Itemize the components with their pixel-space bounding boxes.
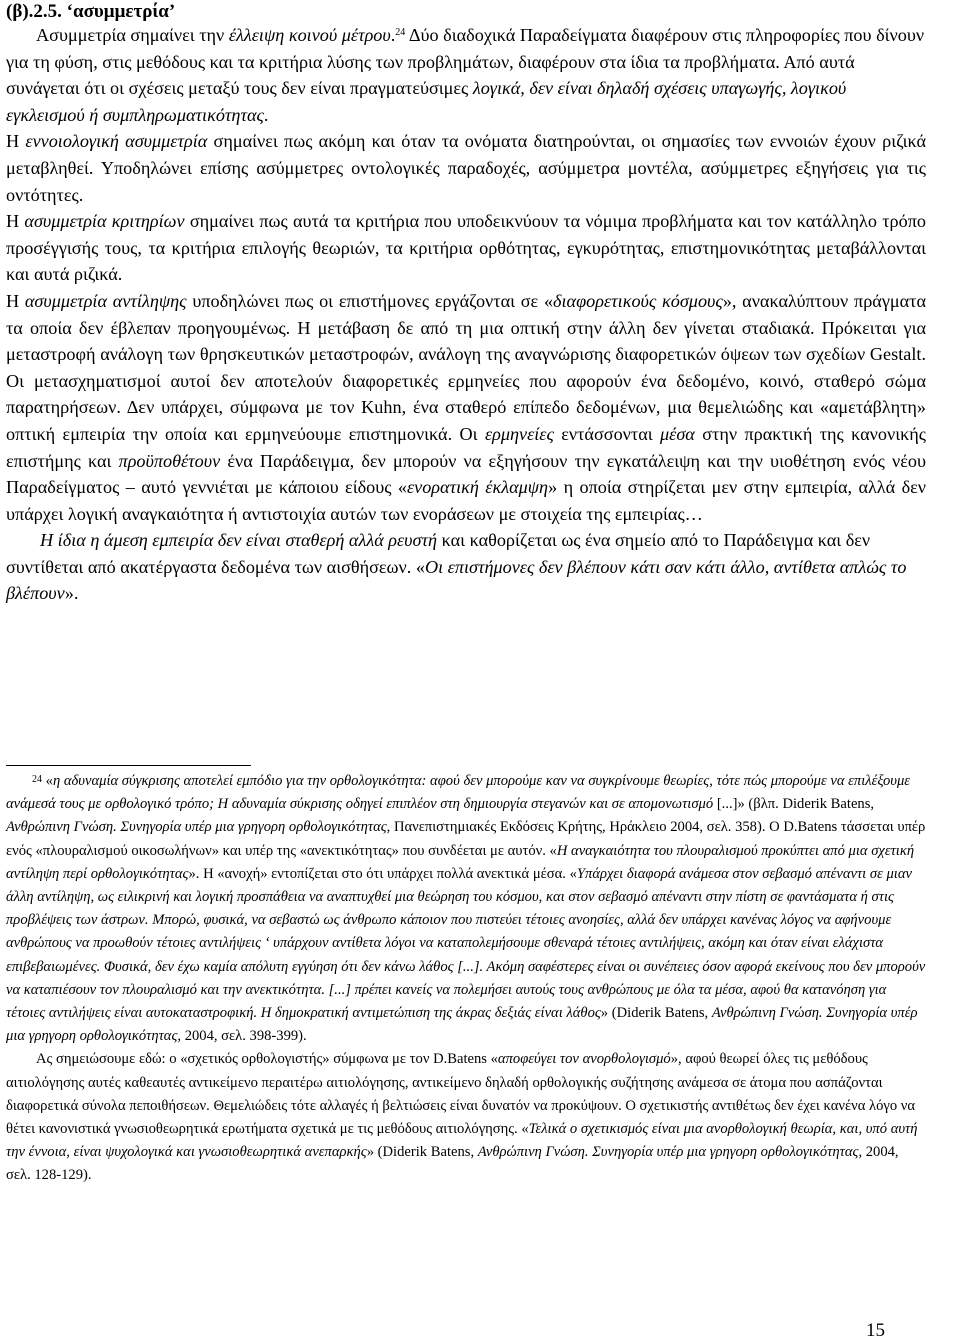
text-run: » η οποία στηρίζεται μεν στην εμπειρία, αλλά δεν υπάρχει λογική αναγκαιότητα ή αντιστοιχία αυτών των ενοράσεων με στοιχεία της εμπειρίας…: [6, 477, 926, 524]
italic-run: διαφορετικούς κόσμους: [553, 290, 723, 311]
text-run: εντάσσονται: [553, 423, 661, 444]
text-run: σημαίνει πως αυτά τα κριτήρια που υποδεικνύουν τα νόμιμα προβλήματα και τον κατάλληλο τρόπο προσέγγισής τους, τα κριτήρια επιλογής θεωριών, τα κριτήρια ορθότητας, εγκυρότητας, επιστημονικότητας μεταβάλλονται και αυτά ριζικά.: [6, 211, 926, 285]
text-run: και καθορίζεται ως ένα σημείο από το Παράδειγμα και δεν συντίθεται από ακατέργαστα δεδομένα των αισθήσεων. «: [6, 530, 871, 577]
text-run: ».: [64, 583, 79, 604]
italic-run: Ανθρώπινη Γνώση. Συνηγορία υπέρ μια γρηγορη ορθολογικότητας: [6, 1005, 918, 1045]
text-run: », ανακαλύπτουν πράγματα τα οποία δεν έβλεπαν προηγουμένως. Η μετάβαση δε από τη μια οπτική στην άλλη δεν γίνεται σταδιακά. Πρόκειται για μεταστροφή ανάλογη των θρησκευτικών μεταστροφών, ανάλογη της αναγνώρισης διαφορετικών όψεων των σχεδίων Gestalt. Οι μετασχηματισμοί αυτοί δεν αποτελούν διαφορετικές ερμηνείες που αφορούν ένα δεδομένο, κοινό, σταθερό σώμα παρατηρήσεων. Δεν υπάρχει, σύμφωνα με τον Kuhn, ένα σταθερό επίπεδο δεδομένων, μια θεμελιώδης και «αμετάβλητη» οπτική εμπειρία την οποία και ερμηνεύουμε επιστημονικά. Οι: [6, 290, 926, 444]
text-run: » (Diderik Batens,: [600, 1005, 712, 1022]
page-number: 15: [866, 1320, 885, 1341]
italic-run: ενορατική έκλαμψη: [406, 477, 549, 498]
paragraph-criteria-asymmetry: [6, 208, 926, 288]
text-run: , 2004, σελ. 128-129).: [6, 1144, 899, 1184]
footnote: [6, 770, 926, 1188]
italic-run: εννοιολογική ασυμμετρία: [25, 131, 208, 152]
text-run: Η: [6, 290, 25, 311]
paragraph-experience: [6, 527, 926, 607]
footnote-paragraph-2: [6, 1048, 926, 1187]
italic-run: Τελικά ο σχετικισμός είναι μια ανορθολογική θεωρία, και, υπό αυτή την έννοια, είναι ψυχολογικά και γνωσιοθεωρητικά ανεπαρκής: [6, 1121, 918, 1161]
italic-run: ασυμμετρία αντίληψης: [24, 290, 187, 311]
italic-run: προϋποθέτουν: [118, 450, 221, 471]
footnote-separator: [6, 765, 251, 766]
text-run: », αφού θεωρεί όλες τις μεθόδους αιτιολόγησης αυτές καθεαυτές αντικείμενο περαιτέρω αιτιολόγησης, αντικείμενο δηλαδή ορθολογικής συζήτησης ανάμεσα σε άτομα που ασπάζονται διαφορετικά σύνολα πεποιθήσεων. Θεμελιώδεις τότε αλλαγές ή βελτιώσεις είναι δυνατόν να προκύψουν. Ο σχετικιστής αντιθέτως δεν έχει κανένα λόγο να θέτει κανονιστικά γνωσιοθεωρητικά ερωτήματα σχετικά με τις μεθόδους αιτιολόγησης. «: [6, 1051, 916, 1138]
text-run: «: [45, 773, 53, 789]
italic-run: ερμηνείες: [484, 423, 554, 444]
text-run: Η: [6, 211, 25, 232]
text-run: [...]» (βλπ. Diderik Batens,: [713, 796, 875, 813]
italic-run: Η αναγκαιότητα του πλουραλισμού προκύπτει από μια σχετική αντίληψη περί ορθολογικότητας: [6, 842, 915, 882]
italic-run: μέσα: [660, 423, 695, 444]
text-run: .: [390, 25, 396, 45]
paragraph-conceptual-asymmetry: [6, 128, 926, 208]
italic-run: Οι επιστήμονες δεν βλέπουν κάτι σαν κάτι άλλο, αντίθετα απλώς το βλέπουν: [6, 556, 907, 604]
italic-run: λογικά, δεν είναι δηλαδή σχέσεις υπαγωγής, λογικού εγκλεισμού ή συμπληρωματικότητας: [6, 78, 847, 125]
text-run: ένα Παράδειγμα, δεν μπορούν να εξηγήσουν την εγκατάλειψη και την υιοθέτηση ενός νέου Παραδείγματος – αυτό γεννιέται με κάποιου είδους «: [6, 450, 926, 498]
text-run: στην πρακτική της κανονικής επιστήμης και: [6, 423, 926, 471]
italic-run: ασυμμετρία κριτηρίων: [24, 211, 185, 232]
footnote-text-1: [6, 773, 925, 1044]
italic-run: έλλειψη κοινού μέτρου: [228, 25, 391, 45]
italic-run: η αδυναμία σύγκρισης αποτελεί εμπόδιο για την ορθολογικότητα: αφού δεν μπορούμε καν να συγκρίνουμε θεωρίες, τότε πώς μπορούμε να επιλέξουμε ανάμεσά τους με ορθολογικό τρόπο; Η αδυναμία σύκρισης οδηγεί επιπλέον στη δημιουργία στεγανών και σε απομονωτισμό: [6, 773, 911, 813]
footnote-ref-marker: 24: [395, 27, 406, 38]
text-run: .: [263, 104, 269, 125]
text-run: Δύο διαδοχικά Παραδείγματα διαφέρουν στις πληροφορίες που δίνουν για τη φύση, στις μεθόδους και τα κριτήρια λύσης των προβλημάτων, διαφέρουν στα ίδια τα προβλήματα. Από αυτά συνάγεται ότι οι σχέσεις μεταξύ τους δεν είναι πραγματεύσιμες: [6, 25, 925, 99]
paragraph-asymmetry-definition: [6, 22, 926, 128]
text-run: Ασυμμετρία σημαίνει την: [36, 25, 229, 45]
paragraph-perception-asymmetry: [6, 288, 926, 527]
text-run: Ας σημειώσουμε εδώ: ο «σχετικός ορθολογιστής» σύμφωνα με τον D.Batens «: [36, 1051, 498, 1068]
italic-run: Ανθρώπινη Γνώση. Συνηγορία υπέρ μια γρηγορη ορθολογικότητας: [6, 819, 387, 836]
text-run: υποδηλώνει πως οι επιστήμονες εργάζονται σε «: [186, 290, 554, 311]
text-run: » (Diderik Batens,: [366, 1144, 478, 1161]
text-run: ». Η «ανοχή» εντοπίζεται στο ότι υπάρχει πολλά ανεκτικά μέσα. «: [188, 865, 577, 882]
italic-run: Η ίδια η άμεση εμπειρία δεν είναι σταθερή αλλά ρευστή: [40, 530, 438, 551]
italic-run: Υπάρχει διαφορά ανάμεσα στον σεβασμό απέναντι σε μιαν άλλη αντίληψη, ως ειλικρινή και λογική προσπάθεια να αναπτυχθεί μια θεώρηση του κόσμου, και στον σεβασμό απέναντι στην πίστη σε φαντάσματα ή στις προβλέψεις των άστρων. Μπορώ, φυσικά, να σεβαστώ ως άνθρωπο κάποιον που πιστεύει τέτοιες ανοησίες, αλλά δεν υπάρχει κανένας λόγος να αφήνουμε ανθρώπους να προωθούν τέτοιες αντιλήψεις ‘ υπάρχουν αντίθετα λόγοι να καταπολεμήσουμε σθεναρά τέτοιες αντιλήψεις, ακόμη και όταν είναι ελάχιστα επιβεβαιωμένες. Φυσικά, δεν έχω καμία απόλυτη εγγύηση ότι δεν κάνω λάθος [...]. Ακόμη σαφέστερες είναι οι συνέπειες όσον αφορά εκείνους που δεν μπορούν να καταπιέσουν τον πλουραλισμό και την ανεκτικότητα. [...] πρέπει κανείς να πολεμήσει αυτούς τους ανθρώπους με όλα τα μέσα, αφού θα κατανόηση για τέτοιες αντιλήψεις είναι αυτοκαταστροφική. Η δημοκρατική αντιμετώπιση της άκρας δεξιάς είναι λάθος: [6, 865, 926, 1022]
section-heading: (β).2.5. ‘ασυμμετρία’: [6, 1, 176, 22]
italic-run: αποφεύγει τον ανορθολογισμό: [497, 1051, 671, 1068]
main-text: [6, 22, 926, 607]
text-run: , Πανεπιστημιακές Εκδόσεις Κρήτης, Ηράκλειο 2004, σελ. 358). Ο D.Batens τάσσεται υπέρ ενός «πλουραλισμού οικοσωλήνων» και υπέρ της «ανεκτικότητας» που συνδέεται με αυτόν. «: [6, 819, 926, 859]
italic-run: Ανθρώπινη Γνώση. Συνηγορία υπέρ μια γρηγορη ορθολογικότητας: [477, 1144, 859, 1161]
footnote-paragraph-1: [6, 770, 926, 1048]
text-run: , 2004, σελ. 398-399).: [177, 1028, 307, 1045]
text-run: σημαίνει πως ακόμη και όταν τα ονόματα διατηρούνται, οι σημασίες των εννοιών έχουν ριζικά μεταβληθεί. Υποδηλώνει επίσης ασύμμετρες οντολογικές παραδοχές, ασύμμετρα μοντέλα, ασύμμετρες εξηγήσεις για τις οντότητες.: [6, 131, 927, 205]
footnote-marker: 24: [32, 774, 42, 785]
text-run: Η: [6, 131, 26, 152]
